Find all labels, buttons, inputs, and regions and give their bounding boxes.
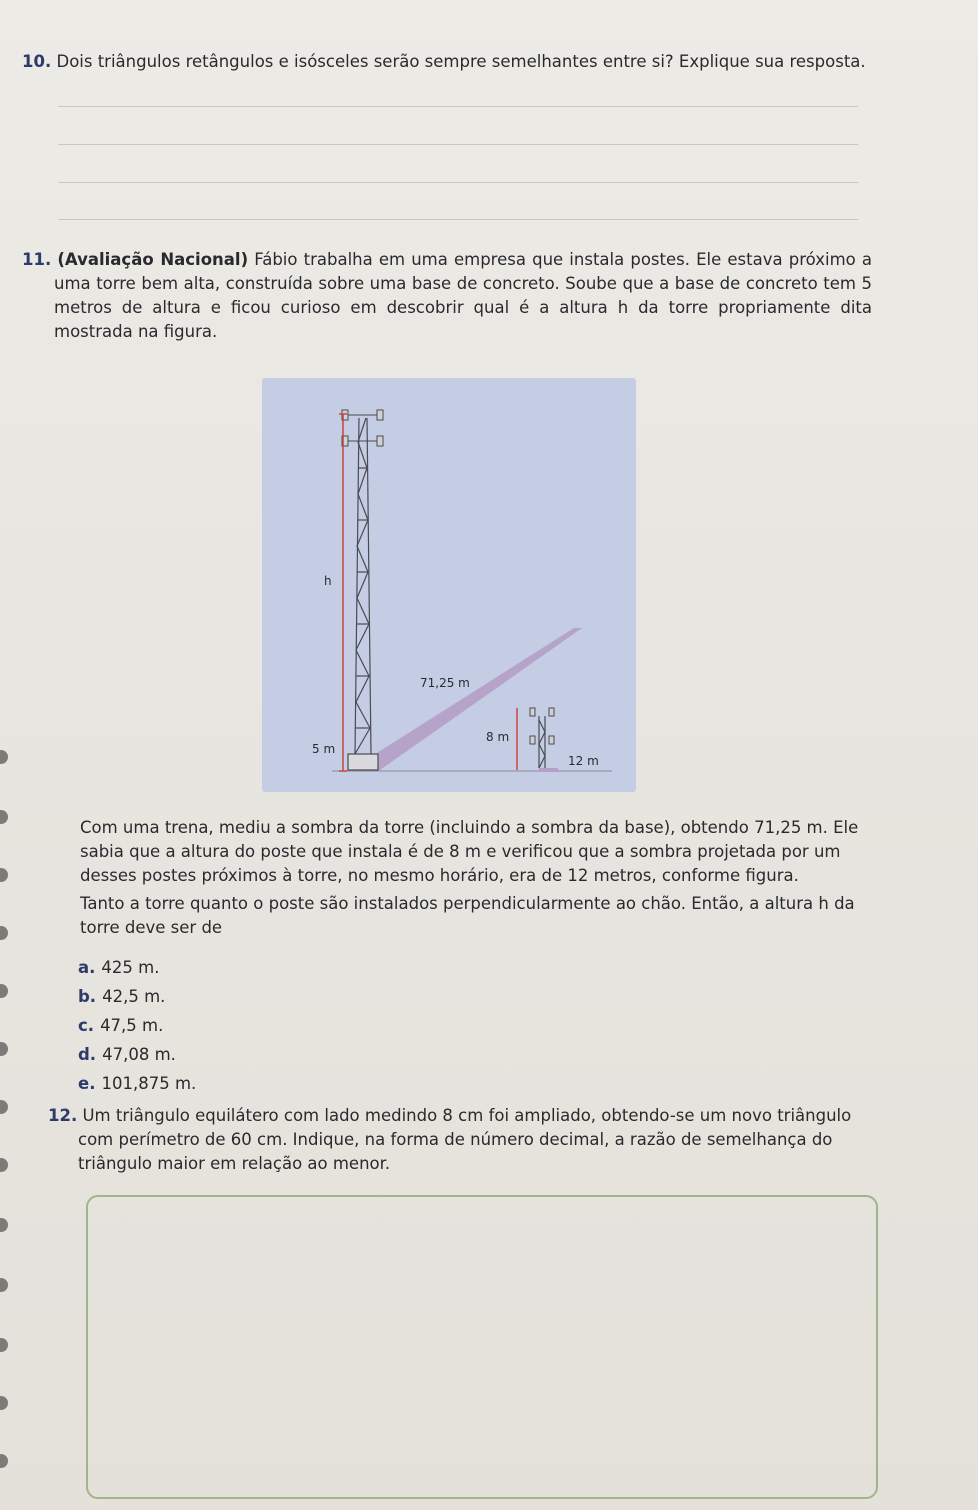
binder-hole (0, 1278, 8, 1292)
question-10 (22, 50, 882, 74)
option-a-letter: a. (78, 958, 96, 977)
question-12 (48, 1104, 868, 1176)
answer-line[interactable] (58, 219, 858, 220)
option-c[interactable] (78, 1016, 163, 1035)
option-d-text: 47,08 m. (102, 1045, 176, 1064)
answer-line[interactable] (58, 144, 858, 145)
binder-hole (0, 868, 8, 882)
binder-hole (0, 1218, 8, 1232)
question-10-text: Dois triângulos retângulos e isósceles serão sempre semelhantes entre si? Explique sua resposta. (56, 52, 866, 71)
binder-hole (0, 984, 8, 998)
question-11-paragraph-2 (80, 892, 870, 940)
label-pole-shadow: 12 m (568, 754, 599, 768)
tower-lattice (355, 418, 371, 754)
paragraph-question: Tanto a torre quanto o poste são instalados perpendicularmente ao chão. Então, a altura h da torre deve ser de (80, 894, 855, 937)
binder-hole (0, 1396, 8, 1410)
option-c-text: 47,5 m. (100, 1016, 164, 1035)
question-11-text: Fábio trabalha em uma empresa que instala postes. Ele estava próximo a uma torre bem alta, construída sobre uma base de concreto. Soube que a base de concreto tem 5 metros de altura e ficou curioso em descobrir qual é a altura h da torre propriamente dita mostrada na figura. (54, 250, 872, 341)
option-c-letter: c. (78, 1016, 95, 1035)
question-11 (22, 248, 872, 344)
option-e[interactable] (78, 1074, 196, 1093)
label-base-height: 5 m (312, 742, 336, 756)
answer-box[interactable] (86, 1195, 878, 1499)
tower-figure (262, 378, 636, 792)
binder-hole (0, 1454, 8, 1468)
tower-shadow (350, 628, 582, 770)
question-11-source: (Avaliação Nacional) (57, 250, 249, 269)
pole (539, 716, 545, 768)
label-pole-height: 8 m (486, 730, 510, 744)
option-b[interactable] (78, 987, 165, 1006)
binder-hole (0, 750, 8, 764)
question-12-number: 12. (48, 1106, 78, 1125)
binder-hole (0, 1158, 8, 1172)
option-e-text: 101,875 m. (101, 1074, 197, 1093)
label-h: h (324, 574, 332, 588)
paragraph-measurement: Com uma trena, mediu a sombra da torre (incluindo a sombra da base), obtendo 71,25 m. Ele sabia que a altura do poste que instala é de 8 m e verificou que a sombra projetada por um desses postes próximos à torre, no mesmo horário, era de 12 metros, conforme figura. (80, 818, 859, 885)
label-shadow-length: 71,25 m (420, 676, 470, 690)
binder-hole (0, 1338, 8, 1352)
question-10-number: 10. (22, 52, 52, 71)
option-a[interactable] (78, 958, 159, 977)
tower-diagram (262, 378, 636, 792)
binder-hole (0, 1100, 8, 1114)
option-d[interactable] (78, 1045, 176, 1064)
option-b-letter: b. (78, 987, 97, 1006)
option-d-letter: d. (78, 1045, 97, 1064)
question-12-text: Um triângulo equilátero com lado medindo 8 cm foi ampliado, obtendo-se um novo triângulo com perímetro de 60 cm. Indique, na forma de número decimal, a razão de semelhança do triângulo maior em relação ao menor. (78, 1106, 852, 1173)
concrete-base (348, 754, 378, 770)
binder-hole (0, 1042, 8, 1056)
question-11-paragraph-1 (80, 816, 870, 888)
answer-line[interactable] (58, 106, 858, 107)
option-a-text: 425 m. (101, 958, 160, 977)
option-b-text: 42,5 m. (102, 987, 166, 1006)
question-11-number: 11. (22, 250, 52, 269)
option-e-letter: e. (78, 1074, 96, 1093)
answer-line[interactable] (58, 182, 858, 183)
binder-hole (0, 810, 8, 824)
binder-hole (0, 926, 8, 940)
